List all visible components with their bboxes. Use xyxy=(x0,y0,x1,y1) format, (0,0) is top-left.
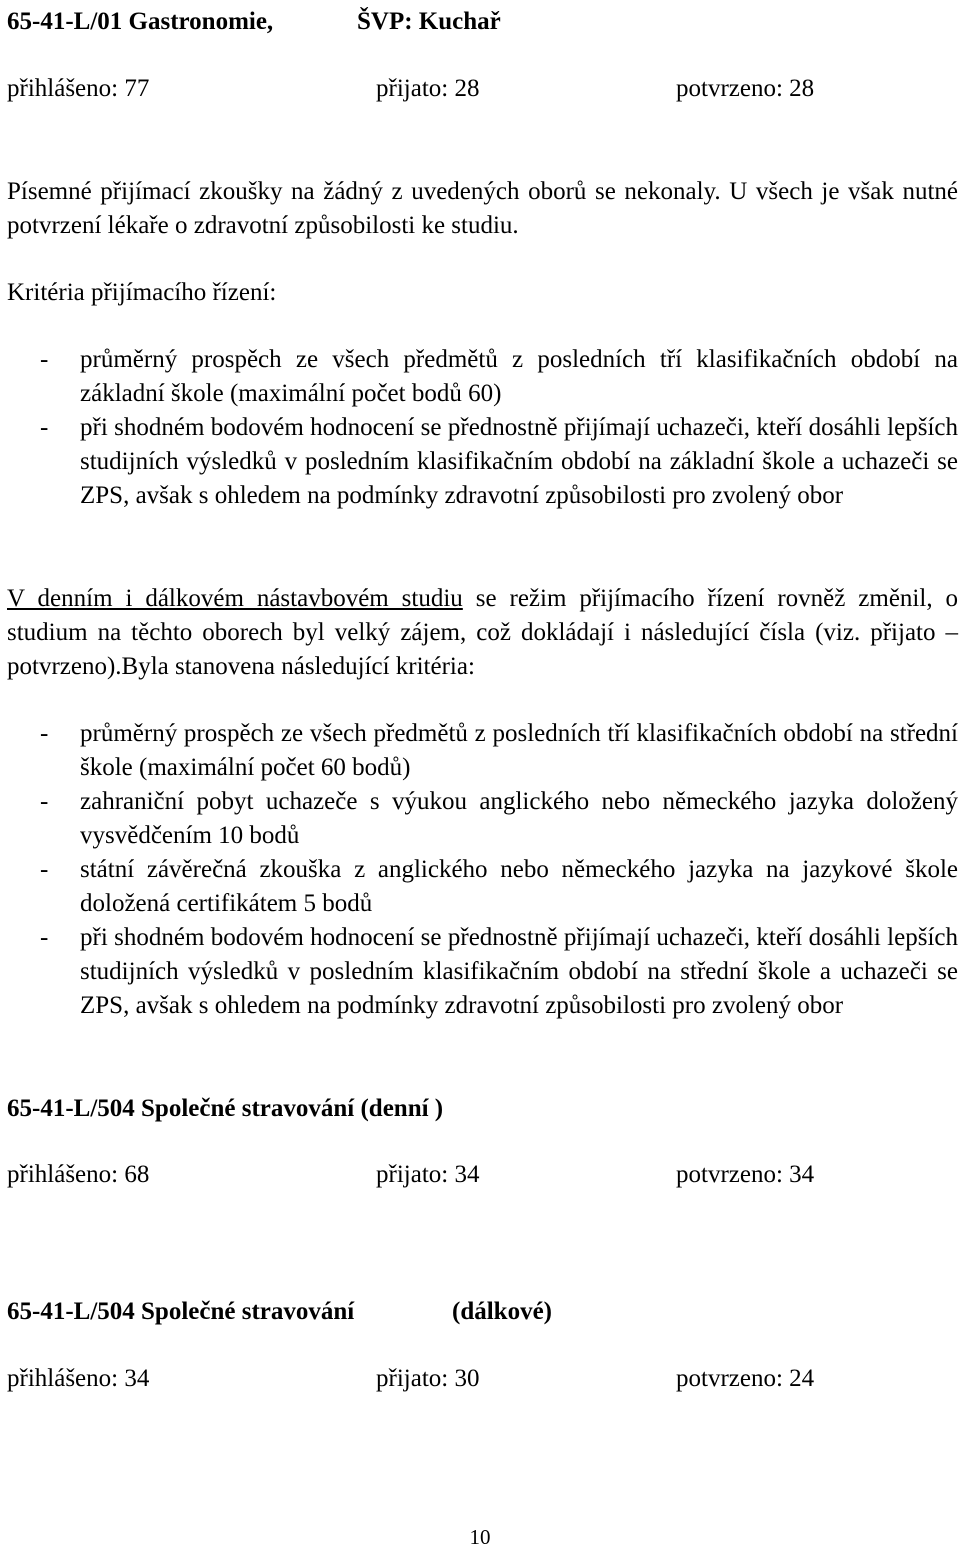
section-3-potvrzeno: potvrzeno: 24 xyxy=(676,1365,815,1392)
section-3-mode: (dálkové) xyxy=(452,1298,552,1325)
list-item: - při shodném bodovém hodnocení se přednostně přijímají uchazeči, kteří dosáhli lepších studijních výsledků v posledním klasifikačním období na základní škole a uchazeči se ZPS, avšak s ohledem na podmínky zdravotní způsobilosti pro zvolený obor xyxy=(7,411,958,513)
criteria-list-basic xyxy=(7,343,958,513)
section-3-prihlaseno: přihlášeno: 34 xyxy=(7,1365,150,1392)
list-item: - průměrný prospěch ze všech předmětů z posledních tří klasifikačních období na základní škole (maximální počet bodů 60) xyxy=(7,343,958,411)
section-3-code: 65-41-L/504 Společné stravování xyxy=(7,1298,355,1325)
section-3-prijato: přijato: 30 xyxy=(376,1365,480,1392)
nastavbove-rest: se režim přijímacího řízení rovněž změnil, o studium na těchto oborech byl velký zájem, což dokládají i následující čísla (viz. přijato – potvrzeno).Byla stanovena následující kritéria: xyxy=(7,585,959,680)
section-2-prihlaseno: přihlášeno: 68 xyxy=(7,1161,150,1188)
section-1-potvrzeno: potvrzeno: 28 xyxy=(676,75,815,102)
criteria-list-secondary xyxy=(7,717,958,1023)
list-item: - při shodném bodovém hodnocení se přednostně přijímají uchazeči, kteří dosáhli lepších studijních výsledků v posledním klasifikačním období na střední škole a uchazeči se ZPS, avšak s ohledem na podmínky zdravotní způsobilosti pro zvolený obor xyxy=(7,921,958,1023)
list-item: - zahraniční pobyt uchazeče s výukou anglického nebo německého jazyka doložený vysvědčením 10 bodů xyxy=(7,785,958,853)
section-1-prijato: přijato: 28 xyxy=(376,75,480,102)
section-1-code: 65-41-L/01 Gastronomie, xyxy=(7,8,274,35)
section-2-prijato: přijato: 34 xyxy=(376,1161,480,1188)
section-2-title: 65-41-L/504 Společné stravování (denní ) xyxy=(7,1095,444,1122)
section-2-potvrzeno: potvrzeno: 34 xyxy=(676,1161,815,1188)
list-item: - průměrný prospěch ze všech předmětů z posledních tří klasifikačních období na střední škole (maximální počet 60 bodů) xyxy=(7,717,958,785)
page-number: 10 xyxy=(469,1525,491,1549)
nastavbove-paragraph xyxy=(7,582,958,684)
section-1-prihlaseno: přihlášeno: 77 xyxy=(7,75,150,102)
list-item: - státní závěrečná zkouška z anglického nebo německého jazyka na jazykové škole doložená certifikátem 5 bodů xyxy=(7,853,958,921)
entrance-exam-note: Písemné přijímací zkoušky na žádný z uvedených oborů se nekonaly. U všech je však nutné potvrzení lékaře o zdravotní způsobilosti ke studiu. xyxy=(7,178,958,239)
criteria-heading: Kritéria přijímacího řízení: xyxy=(7,279,277,306)
nastavbove-underlined: V denním i dálkovém nástavbovém studiu xyxy=(7,585,463,612)
section-1-svp: ŠVP: Kuchař xyxy=(357,8,501,35)
